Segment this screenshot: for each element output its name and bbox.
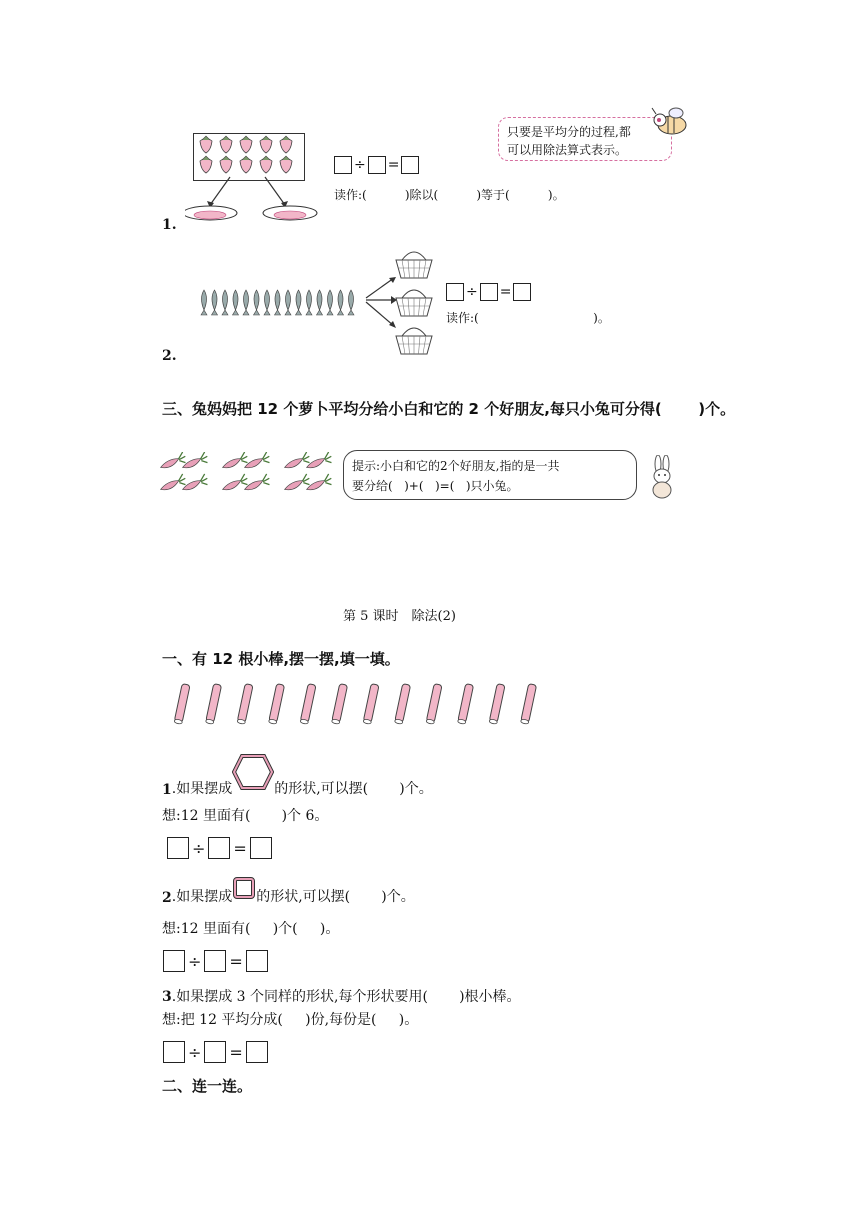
stick-icon <box>457 684 473 725</box>
carrot-icon <box>160 474 187 494</box>
fish-icon <box>296 290 302 315</box>
strawberry-icon <box>260 156 272 173</box>
stick-icon <box>268 684 284 725</box>
fish-icon <box>254 290 260 315</box>
basket-icon <box>396 328 432 354</box>
rabbit-icon <box>646 455 678 499</box>
answer-box[interactable] <box>204 1041 226 1063</box>
stick-icon <box>237 684 253 725</box>
answer-box[interactable] <box>246 1041 268 1063</box>
fish-icon <box>243 290 249 315</box>
tip-bubble: 只要是平均分的过程,都 可以用除法算式表示。 <box>498 117 672 161</box>
carrot-icon <box>220 474 249 494</box>
q1-line: 1 .如果摆成 的形状,可以摆( )个。 <box>162 752 433 798</box>
carrot-icon <box>220 452 249 471</box>
strawberry-icon <box>220 136 232 153</box>
answer-box[interactable] <box>204 950 226 972</box>
basket-icon <box>396 252 432 278</box>
fish-icon <box>317 290 323 315</box>
answer-box[interactable] <box>163 950 185 972</box>
fish-icon <box>285 290 291 315</box>
item1-read-line: 读作:( )除以( )等于( )。 <box>334 188 565 202</box>
q3-line: 3.如果摆成 3 个同样的形状,每个形状要用( )根小棒。 <box>162 989 521 1005</box>
question-3-text: 三、兔妈妈把 12 个萝卜平均分给小白和它的 2 个好朋友,每只小兔可分得( )个。 <box>162 400 736 418</box>
strawberry-icon <box>220 156 232 173</box>
q3-equation: ÷ = <box>163 1041 268 1063</box>
fish-icon <box>338 290 344 315</box>
fish-icon <box>212 290 218 315</box>
fish-icon <box>327 290 333 315</box>
q2-think: 想:12 里面有( )个( )。 <box>162 921 340 937</box>
item1-number: 1. <box>162 217 177 233</box>
fish-icon <box>222 290 228 315</box>
sticks-row <box>168 680 558 726</box>
lesson-title: 第 5 课时 除法(2) <box>343 609 456 624</box>
fish-icon <box>275 290 281 315</box>
fish-icon <box>348 290 354 315</box>
strawberry-icon <box>280 156 292 173</box>
answer-box[interactable] <box>208 837 230 859</box>
fish-row <box>198 288 363 316</box>
answer-box[interactable] <box>250 837 272 859</box>
item2-equation: ÷ = <box>446 283 531 301</box>
q2-equation: ÷ = <box>163 950 268 972</box>
plate-icon <box>263 206 317 220</box>
square-icon <box>232 876 256 902</box>
stick-icon <box>331 684 347 725</box>
carrot-icon <box>282 452 311 471</box>
hexagon-icon <box>232 752 274 792</box>
strawberry-icon <box>240 136 252 153</box>
baskets-diagram <box>362 250 442 360</box>
carrot-icon <box>180 452 209 471</box>
fish-icon <box>233 290 239 315</box>
strawberry-tray <box>193 133 305 181</box>
carrot-groups <box>160 452 340 500</box>
q1-equation: ÷ = <box>167 837 272 859</box>
carrot-icon <box>242 474 271 494</box>
strawberry-icon <box>240 156 252 173</box>
carrot-icon <box>304 452 333 471</box>
hint-bubble: 提示:小白和它的2个好朋友,指的是一共 要分给( )+( )=( )只小兔。 <box>343 450 637 500</box>
stick-icon <box>174 684 190 725</box>
answer-box[interactable] <box>167 837 189 859</box>
item2-number: 2. <box>162 348 177 364</box>
fish-icon <box>264 290 270 315</box>
answer-box[interactable] <box>246 950 268 972</box>
answer-box[interactable] <box>446 283 464 301</box>
section1-heading: 一、有 12 根小棒,摆一摆,填一填。 <box>162 650 400 668</box>
carrot-icon <box>304 474 333 494</box>
stick-icon <box>205 684 221 725</box>
item2-read-line: 读作:( )。 <box>446 311 610 325</box>
answer-box[interactable] <box>163 1041 185 1063</box>
stick-icon <box>520 684 536 725</box>
carrot-icon <box>242 452 271 471</box>
plate-icon <box>185 206 237 220</box>
stick-icon <box>489 684 505 725</box>
q3-think: 想:把 12 平均分成( )份,每份是( )。 <box>162 1012 419 1028</box>
stick-icon <box>300 684 316 725</box>
stick-icon <box>363 684 379 725</box>
carrot-icon <box>180 474 209 494</box>
q2-line: 2 .如果摆成 的形状,可以摆( )个。 <box>162 876 415 906</box>
q1-think: 想:12 里面有( )个 6。 <box>162 808 329 824</box>
strawberry-icon <box>260 136 272 153</box>
answer-box[interactable] <box>480 283 498 301</box>
section2-heading: 二、连一连。 <box>162 1077 253 1095</box>
basket-icon <box>396 290 432 316</box>
answer-box[interactable] <box>334 156 352 174</box>
strawberry-icon <box>200 156 212 173</box>
strawberry-icon <box>280 136 292 153</box>
strawberry-icon <box>200 136 212 153</box>
answer-box[interactable] <box>513 283 531 301</box>
plates-diagram <box>185 175 335 230</box>
strawberry-icon <box>194 134 304 180</box>
stick-icon <box>426 684 442 725</box>
fish-icon <box>306 290 312 315</box>
answer-box[interactable] <box>368 156 386 174</box>
answer-box[interactable] <box>401 156 419 174</box>
carrot-icon <box>282 474 311 494</box>
carrot-icon <box>160 452 187 471</box>
stick-icon <box>394 684 410 725</box>
bee-icon <box>646 106 690 140</box>
item1-equation: ÷ = <box>334 156 419 174</box>
fish-icon <box>201 290 207 315</box>
